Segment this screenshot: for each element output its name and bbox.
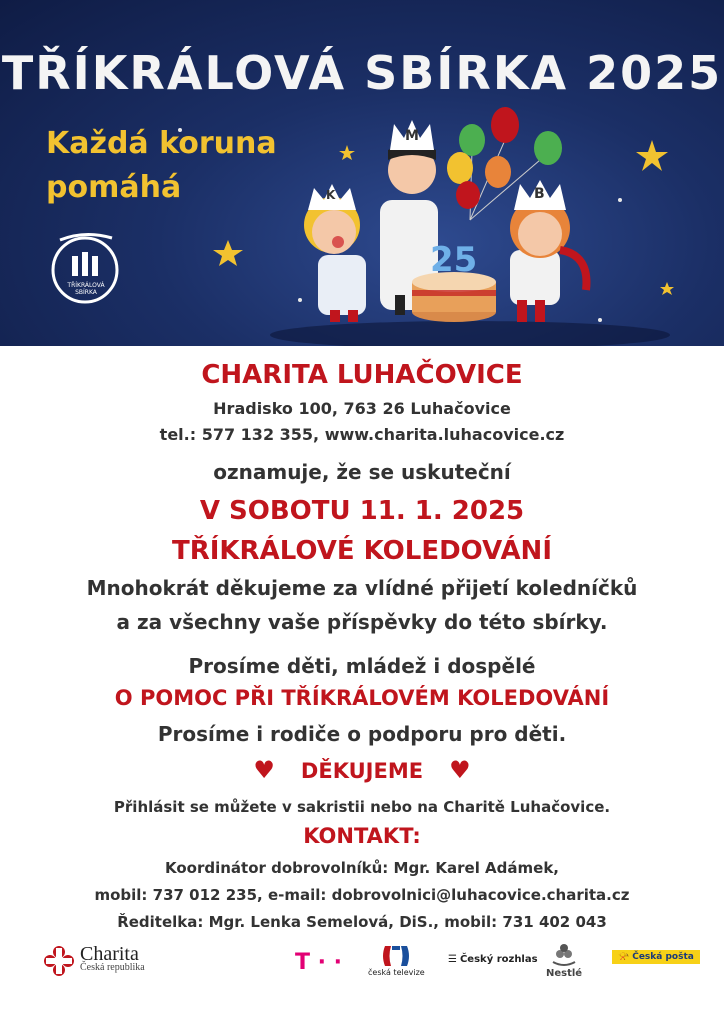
coordinator-contact-line: mobil: 737 012 235, e-mail: dobrovolnici@luhacovice.charita.cz	[94, 886, 630, 904]
crown-letter-m: M	[405, 128, 419, 144]
nestle-name: Nestlé	[546, 968, 583, 979]
star-icon	[636, 140, 668, 171]
charita-logo	[42, 944, 145, 978]
parents-line: Prosíme i rodiče o podporu pro děti.	[157, 722, 567, 746]
director-line: Ředitelka: Mgr. Lenka Semelová, DiS., mobil: 731 402 043	[117, 913, 607, 931]
banner-slogan	[46, 122, 346, 210]
help-line: O POMOC PŘI TŘÍKRÁLOVÉM KOLEDOVÁNÍ	[114, 686, 610, 710]
star-icon	[213, 240, 243, 266]
crown-letter-b: B	[534, 186, 545, 202]
signup-line: Přihlásit se můžete v sakristii nebo na Charitě Luhačovice.	[113, 798, 611, 816]
charita-cross-icon	[42, 944, 76, 978]
ct-name: česká televize	[368, 968, 425, 977]
charita-sub: Česká republika	[80, 962, 145, 973]
posta-name: Česká pošta	[632, 952, 694, 962]
badge-text: TŘÍKRÁLOVÁ SBÍRKA	[67, 282, 105, 296]
contact-heading: KONTAKT:	[303, 824, 421, 848]
crown-letter-k: K	[326, 188, 336, 202]
thank-you-line	[0, 756, 724, 784]
cesky-rozhlas-logo	[448, 954, 538, 965]
cake-number: 25	[430, 240, 478, 280]
event-name: TŘÍKRÁLOVÉ KOLEDOVÁNÍ	[171, 536, 552, 566]
thanks-line-2: a za všechny vaše příspěvky do této sbírky.	[116, 610, 608, 634]
tmobile-logo: T · ·	[295, 950, 343, 975]
event-date: V SOBOTU 11. 1. 2025	[199, 496, 525, 526]
heart-icon: ♥	[253, 756, 275, 784]
banner	[0, 0, 724, 346]
coordinator-line: Koordinátor dobrovolníků: Mgr. Karel Adámek,	[164, 859, 559, 877]
org-contact: tel.: 577 132 355, www.charita.luhacovice.cz	[159, 425, 565, 444]
ceska-televize-logo	[368, 944, 425, 977]
rozhlas-name: Český rozhlas	[459, 954, 538, 965]
ct-logo-icon	[381, 944, 411, 968]
star-icon	[660, 282, 674, 295]
charita-name: Charita	[80, 943, 139, 965]
ask-line: Prosíme děti, mládež i dospělé	[188, 654, 536, 678]
banner-title: TŘÍKRÁLOVÁ SBÍRKA 2025	[1, 46, 723, 100]
thank-you-text: DĚKUJEME	[300, 759, 424, 783]
kid-b-illustration	[510, 180, 586, 322]
nestle-logo	[546, 942, 582, 979]
slogan-line-2: pomáhá	[46, 170, 182, 205]
slogan-line-1: Každá koruna	[46, 126, 277, 161]
thanks-line-1: Mnohokrát děkujeme za vlídné přijetí koledníčků	[86, 576, 638, 600]
ceska-posta-logo	[612, 950, 700, 964]
org-address: Hradisko 100, 763 26 Luhačovice	[213, 399, 511, 418]
heart-icon: ♥	[449, 756, 471, 784]
posta-horn-icon: 📯	[618, 952, 630, 962]
sponsor-logos	[0, 936, 724, 996]
org-name: CHARITA LUHAČOVICE	[201, 360, 523, 390]
rozhlas-icon: ☰	[448, 954, 457, 965]
nest-icon	[549, 942, 579, 968]
announcement-intro: oznamuje, že se uskuteční	[213, 460, 511, 484]
